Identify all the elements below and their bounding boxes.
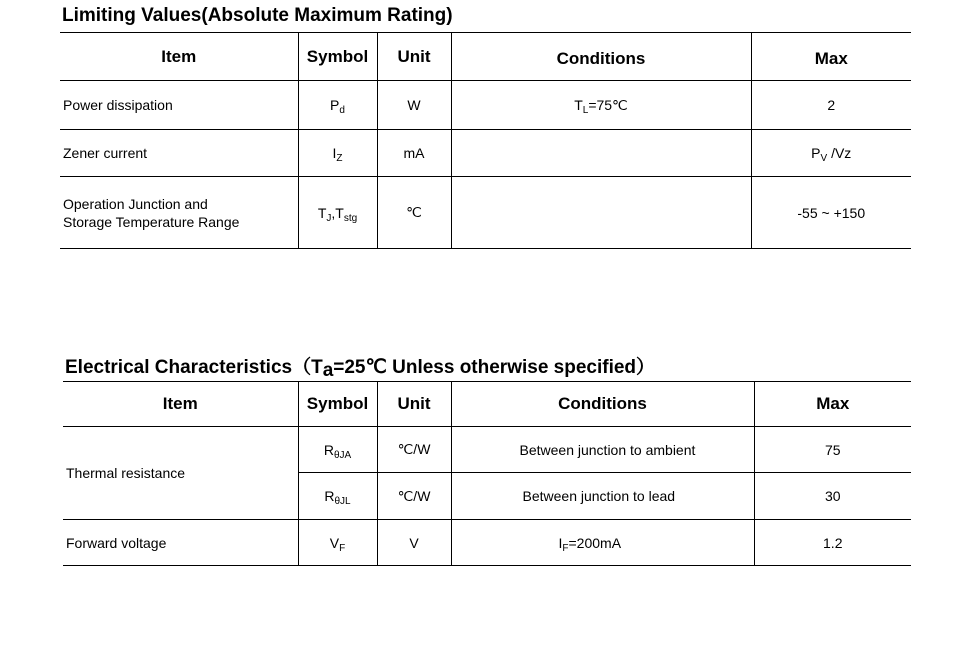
header-symbol: Symbol: [298, 382, 377, 427]
unit-cell: V: [377, 520, 451, 566]
max-cell: 75: [754, 427, 911, 473]
symbol-cell: $P_d$: [298, 81, 377, 130]
symbol-cell: $V_F$: [298, 520, 377, 566]
header-item: Item: [63, 382, 298, 427]
header-symbol: Symbol: [298, 33, 377, 81]
table-row: [63, 427, 911, 473]
conditions-cell: Between junction to ambient: [451, 427, 754, 473]
unit-cell: ℃: [377, 177, 451, 249]
header-conditions: Conditions: [451, 382, 754, 427]
conditions-cell: Between junction to lead: [451, 473, 754, 520]
conditions-cell: $T_L=75℃$: [451, 81, 751, 130]
item-cell: Forward voltage: [63, 520, 298, 566]
item-cell: Power dissipation: [60, 81, 298, 130]
header-conditions: Conditions: [451, 33, 751, 81]
conditions-cell: [451, 177, 751, 249]
item-cell: Zener current: [60, 130, 298, 177]
symbol-cell: $T_J,T_{stg}$: [298, 177, 377, 249]
header-unit: Unit: [377, 33, 451, 81]
table-row: [60, 130, 911, 177]
table-header-row: [63, 382, 911, 427]
max-cell: $P_V$ /Vz: [751, 130, 911, 177]
header-item: Item: [60, 33, 298, 81]
item-cell: Thermal resistance: [63, 427, 298, 520]
unit-cell: ℃/W: [377, 427, 451, 473]
unit-cell: ℃/W: [377, 473, 451, 520]
table-row: [60, 81, 911, 130]
symbol-cell: $R_{\theta JL}$: [298, 473, 377, 520]
header-unit: Unit: [377, 382, 451, 427]
table-row: [60, 177, 911, 249]
table-header-row: [60, 33, 911, 81]
max-cell: 1.2: [754, 520, 911, 566]
item-cell: Operation Junction and Storage Temperature Range: [60, 177, 298, 249]
max-cell: 30: [754, 473, 911, 520]
unit-cell: mA: [377, 130, 451, 177]
limiting-values-table: [60, 32, 911, 249]
electrical-characteristics-table: [63, 381, 911, 566]
symbol-cell: $I_Z$: [298, 130, 377, 177]
conditions-cell: [451, 130, 751, 177]
unit-cell: W: [377, 81, 451, 130]
max-cell: 2: [751, 81, 911, 130]
header-max: Max: [751, 33, 911, 81]
electrical-characteristics-title: Electrical $Characteristics(T_a=25℃$ Unless otherwise specified）: [65, 357, 656, 381]
header-max: Max: [754, 382, 911, 427]
limiting-values-title: Limiting Values(Absolute Maximum Rating): [62, 5, 453, 26]
max-cell: -55 ~ +150: [751, 177, 911, 249]
table-row: [63, 520, 911, 566]
conditions-cell: $I_F=200mA$: [451, 520, 754, 566]
symbol-cell: $R_{\theta JA}$: [298, 427, 377, 473]
